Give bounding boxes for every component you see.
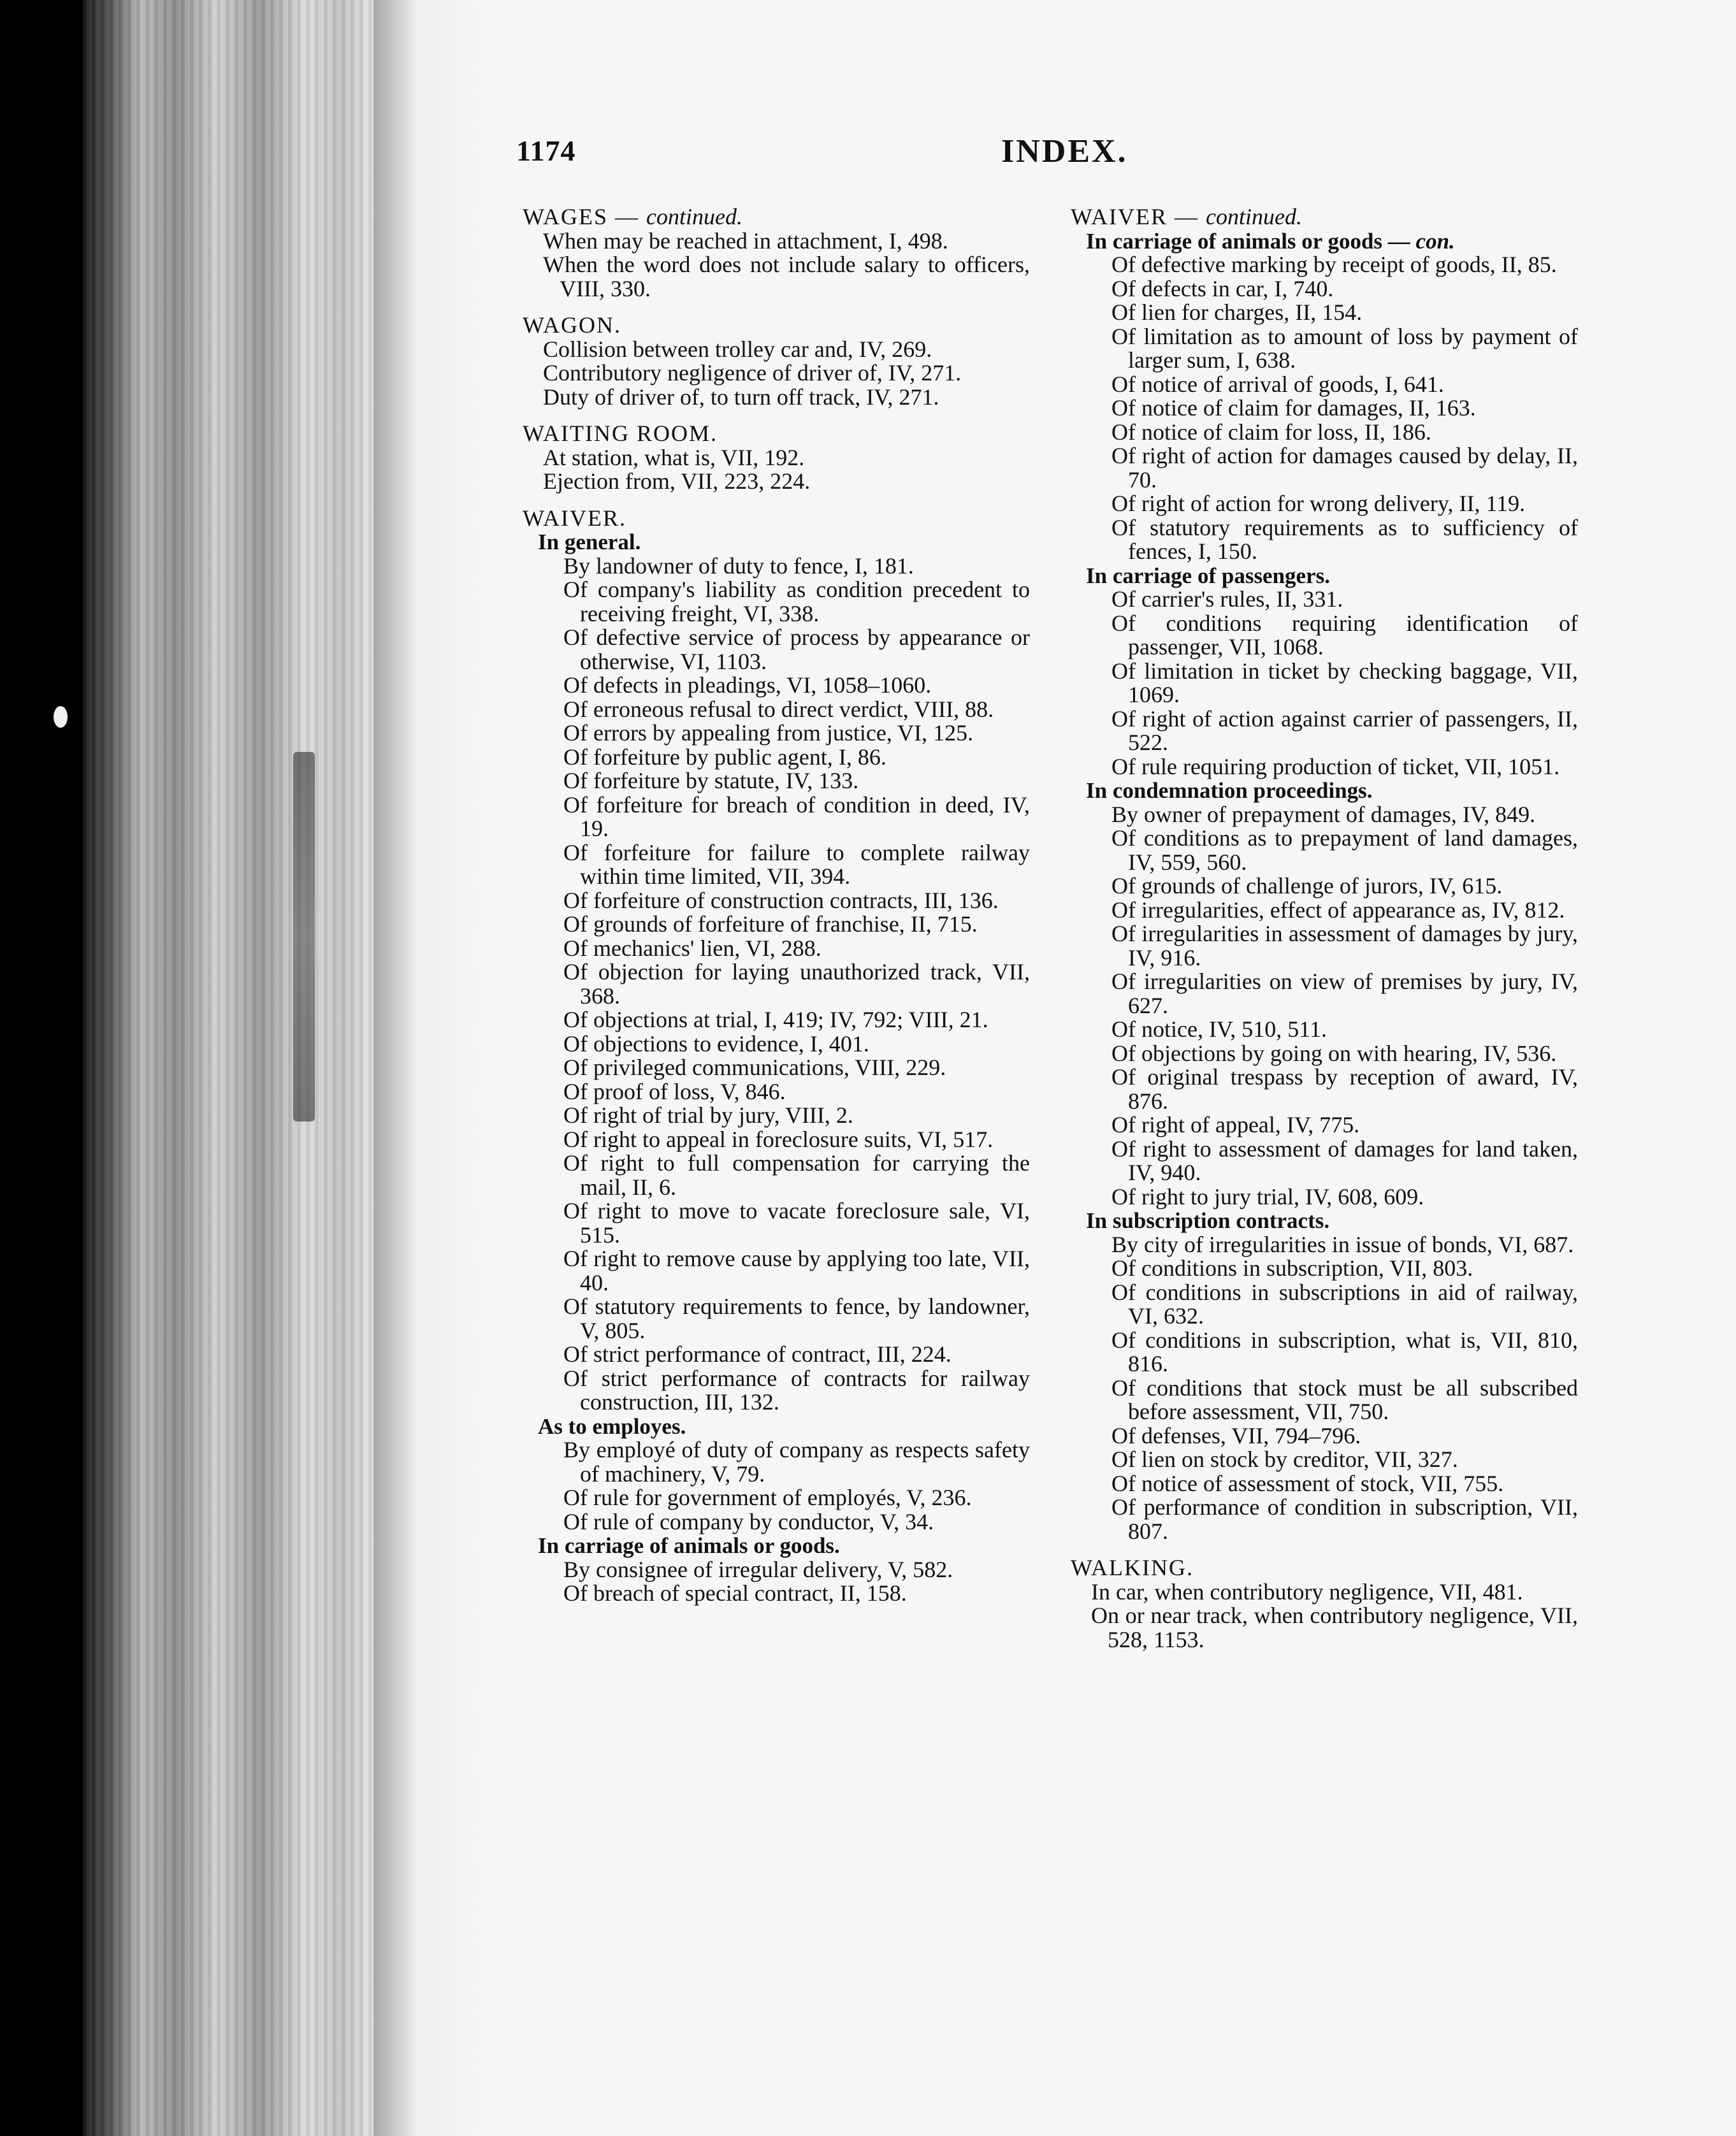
entry-text: Of objections at trial, I, 419; IV, 792; VIII, 21. <box>563 1007 988 1032</box>
index-entry <box>523 1080 1030 1104</box>
entry-text: WALKING. <box>1071 1555 1194 1580</box>
index-entry <box>523 746 1030 770</box>
entry-text: Of statutory requirements to fence, by landowner, V, 805. <box>563 1294 1030 1343</box>
index-subheading <box>1086 229 1578 254</box>
entry-text: Of conditions that stock must be all subscribed before assessment, VII, 750. <box>1111 1375 1578 1424</box>
index-entry <box>523 1199 1030 1247</box>
index-entry <box>1071 1233 1578 1257</box>
continued-label: continued. <box>1205 204 1302 229</box>
entry-gap <box>1071 1543 1578 1556</box>
page-edge-texture <box>83 0 376 2136</box>
index-heading <box>523 422 1030 446</box>
index-entry <box>523 470 1030 494</box>
entry-text: By owner of prepayment of damages, IV, 849. <box>1111 801 1536 827</box>
index-entry <box>1071 1042 1578 1066</box>
index-entry <box>1071 396 1578 421</box>
spine-marking <box>293 752 315 1122</box>
entry-text: In carriage of animals or goods — <box>1086 228 1416 254</box>
index-column-left <box>523 205 1030 1606</box>
index-entry <box>1071 755 1578 779</box>
index-entry <box>1071 660 1578 707</box>
entry-text: In general. <box>538 530 641 554</box>
entry-text: Of performance of condition in subscription, VII, 807. <box>1111 1494 1578 1544</box>
index-entry <box>523 1582 1030 1606</box>
index-subheading <box>1086 564 1578 588</box>
entry-text: Of lien on stock by creditor, VII, 327. <box>1111 1447 1458 1472</box>
entry-text: Collision between trolley car and, IV, 269. <box>543 336 932 362</box>
index-heading <box>523 314 1030 338</box>
index-entry <box>1071 373 1578 397</box>
entry-text: Ejection from, VII, 223, 224. <box>543 468 811 494</box>
index-entry <box>523 338 1030 362</box>
entry-text: Of strict performance of contracts for railway construction, III, 132. <box>563 1365 1030 1415</box>
entry-text: WAGON. <box>523 312 621 338</box>
index-entry <box>1071 301 1578 325</box>
entry-text: In subscription contracts. <box>1086 1208 1330 1233</box>
entry-text: Of conditions in subscriptions in aid of railway, VI, 632. <box>1111 1279 1578 1329</box>
entry-text: Of forfeiture by public agent, I, 86. <box>563 744 886 770</box>
entry-text: Of forfeiture for breach of condition in deed, IV, 19. <box>563 791 1030 841</box>
index-entry <box>523 1151 1030 1199</box>
entry-text: Of right to appeal in foreclosure suits, VI, 517. <box>563 1126 994 1152</box>
entry-text: Of defective marking by receipt of goods, II, 85. <box>1111 252 1557 277</box>
index-entry <box>523 1247 1030 1295</box>
index-entry <box>1071 826 1578 874</box>
index-entry <box>1071 1376 1578 1424</box>
index-entry <box>523 1104 1030 1128</box>
index-entry <box>523 446 1030 470</box>
entry-text: Of right to full compensation for carrying the mail, II, 6. <box>563 1150 1030 1200</box>
entry-text: At station, what is, VII, 192. <box>543 444 805 470</box>
index-entry <box>523 554 1030 579</box>
entry-text: Of defects in pleadings, VI, 1058–1060. <box>563 672 932 698</box>
index-entry <box>523 1367 1030 1415</box>
index-entry <box>523 1056 1030 1080</box>
entry-text: Of objections by going on with hearing, IV, 536. <box>1111 1040 1557 1066</box>
entry-gap <box>523 409 1030 422</box>
index-entry <box>523 386 1030 410</box>
index-entry <box>523 769 1030 793</box>
entry-text: Of right of action for wrong delivery, II, 119. <box>1111 491 1526 516</box>
entry-text: Of right to remove cause by applying too late, VII, 40. <box>563 1246 1030 1295</box>
index-entry <box>1071 1257 1578 1281</box>
entry-text: WAGES — <box>523 204 646 229</box>
entry-text: Of right of action against carrier of passengers, II, 522. <box>1111 705 1578 755</box>
entry-text: Of right of action for damages caused by delay, II, 70. <box>1111 443 1578 493</box>
index-entry <box>523 1343 1030 1367</box>
index-entry <box>523 1486 1030 1510</box>
entry-text: Of conditions as to prepayment of land damages, IV, 559, 560. <box>1111 825 1578 875</box>
entry-text: Of objection for laying unauthorized track, VII, 368. <box>563 959 1030 1009</box>
index-entry <box>523 1128 1030 1152</box>
index-subheading <box>1086 779 1578 803</box>
entry-text: By city of irregularities in issue of bonds, VI, 687. <box>1111 1231 1574 1257</box>
index-entry <box>1071 444 1578 492</box>
entry-text: Of right to jury trial, IV, 608, 609. <box>1111 1183 1424 1209</box>
entry-text: Of proof of loss, V, 846. <box>563 1078 786 1104</box>
entry-text: When may be reached in attachment, I, 498. <box>543 227 948 254</box>
entry-text: Of right of trial by jury, VIII, 2. <box>563 1102 853 1128</box>
entry-text: Of strict performance of contract, III, 224. <box>563 1341 951 1367</box>
entry-text: In carriage of passengers. <box>1086 563 1331 588</box>
entry-text: Of carrier's rules, II, 331. <box>1111 586 1343 612</box>
entry-text: In car, when contributory negligence, VII, 481. <box>1091 1578 1523 1605</box>
index-entry <box>1071 588 1578 612</box>
entry-text: Of defective service of process by appearance or otherwise, VI, 1103. <box>563 624 1030 674</box>
index-entry <box>1071 421 1578 445</box>
entry-text: Of breach of special contract, II, 158. <box>563 1580 907 1606</box>
index-entry <box>1071 492 1578 516</box>
entry-text: As to employes. <box>538 1413 686 1439</box>
entry-text: Of forfeiture for failure to complete railway within time limited, VII, 394. <box>563 839 1030 889</box>
index-entry <box>523 253 1030 301</box>
entry-text: Duty of driver of, to turn off track, IV, 271. <box>543 384 939 410</box>
index-entry <box>523 721 1030 746</box>
index-heading <box>523 507 1030 531</box>
entry-text: WAIVER. <box>523 505 626 531</box>
entry-text: Of rule of company by conductor, V, 34. <box>563 1508 934 1534</box>
index-entry <box>523 1510 1030 1534</box>
index-subheading <box>538 1415 1030 1439</box>
index-heading <box>523 205 1030 229</box>
entry-text: Of irregularities in assessment of damages by jury, IV, 916. <box>1111 921 1578 971</box>
continued-label: con. <box>1415 228 1455 254</box>
entry-text: Of erroneous refusal to direct verdict, VIII, 88. <box>563 696 994 722</box>
entry-text: Of defects in car, I, 740. <box>1111 275 1334 301</box>
entry-text: Of privileged communications, VIII, 229. <box>563 1055 946 1080</box>
entry-text: Of rule for government of employés, V, 236. <box>563 1485 972 1510</box>
entry-text: Of forfeiture of construction contracts, III, 136. <box>563 887 999 913</box>
index-entry <box>523 1008 1030 1032</box>
entry-text: Of company's liability as condition precedent to receiving freight, VI, 338. <box>563 577 1030 626</box>
index-entry <box>523 578 1030 626</box>
index-entry <box>523 1438 1030 1486</box>
index-entry <box>1071 1604 1578 1652</box>
entry-text: WAIVER — <box>1071 204 1206 229</box>
index-entry <box>523 793 1030 841</box>
entry-text: Of errors by appealing from justice, VI, 125. <box>563 720 974 746</box>
index-entry <box>1071 922 1578 970</box>
entry-text: Of right to move to vacate foreclosure sale, VI, 515. <box>563 1198 1030 1248</box>
index-entry <box>1071 612 1578 660</box>
index-entry <box>1071 277 1578 301</box>
entry-text: Of defenses, VII, 794–796. <box>1111 1422 1361 1448</box>
index-column-right <box>1071 205 1578 1652</box>
entry-text: Of forfeiture by statute, IV, 133. <box>563 768 859 793</box>
index-entry <box>1071 1185 1578 1209</box>
index-entry <box>523 1295 1030 1343</box>
book-page-edges <box>83 0 376 2136</box>
index-entry <box>1071 898 1578 923</box>
entry-text: WAITING ROOM. <box>523 421 718 446</box>
index-entry <box>1071 1018 1578 1042</box>
entry-text: Of lien for charges, II, 154. <box>1111 299 1363 325</box>
index-entry <box>1071 1329 1578 1376</box>
entry-text: Of irregularities, effect of appearance as, IV, 812. <box>1111 897 1565 923</box>
entry-text: Of statutory requirements as to sufficiency of fences, I, 150. <box>1111 514 1578 564</box>
entry-text: Of notice of claim for loss, II, 186. <box>1111 419 1431 445</box>
index-subheading <box>1086 1209 1578 1233</box>
entry-text: Of rule requiring production of ticket, VII, 1051. <box>1111 753 1560 779</box>
entry-text: By employé of duty of company as respects safety of machinery, V, 79. <box>563 1437 1030 1487</box>
entry-text: Of objections to evidence, I, 401. <box>563 1030 869 1057</box>
entry-text: Of irregularities on view of premises by jury, IV, 627. <box>1111 969 1578 1018</box>
index-entry <box>1071 970 1578 1018</box>
page-number: 1174 <box>516 134 576 167</box>
entry-text: Of original trespass by reception of award, IV, 876. <box>1111 1064 1578 1114</box>
index-entry <box>1071 1580 1578 1605</box>
entry-text: Of conditions in subscription, VII, 803. <box>1111 1255 1473 1281</box>
entry-text: Of mechanics' lien, VI, 288. <box>563 935 821 961</box>
entry-gap <box>523 494 1030 507</box>
entry-text: In carriage of animals or goods. <box>538 1533 840 1558</box>
index-entry <box>523 698 1030 722</box>
index-entry <box>1071 1424 1578 1448</box>
entry-text: On or near track, when contributory negligence, VII, 528, 1153. <box>1091 1603 1578 1652</box>
entry-text: Of notice of assessment of stock, VII, 755. <box>1111 1470 1504 1496</box>
entry-text: Of notice of claim for damages, II, 163. <box>1111 395 1476 421</box>
index-entry <box>1071 1137 1578 1185</box>
index-entry <box>523 229 1030 254</box>
entry-text: Of right to assessment of damages for land taken, IV, 940. <box>1111 1136 1578 1185</box>
entry-text: Of conditions requiring identification of passenger, VII, 1068. <box>1111 610 1578 660</box>
margin-mark <box>54 706 68 728</box>
index-heading <box>1071 1556 1578 1580</box>
index-entry <box>523 889 1030 913</box>
entry-text: Of limitation as to amount of loss by payment of larger sum, I, 638. <box>1111 323 1578 373</box>
index-entry <box>523 626 1030 674</box>
entry-text: In condemnation proceedings. <box>1086 778 1373 803</box>
running-title: INDEX. <box>1001 133 1128 170</box>
index-entry <box>523 1032 1030 1057</box>
entry-text: Of grounds of challenge of jurors, IV, 615. <box>1111 873 1503 898</box>
index-subheading <box>538 1534 1030 1558</box>
index-entry <box>1071 707 1578 755</box>
index-page <box>373 0 1736 2136</box>
index-entry <box>523 361 1030 386</box>
continued-label: continued. <box>646 204 742 229</box>
index-entry <box>523 674 1030 698</box>
index-entry <box>1071 1472 1578 1496</box>
gutter-shadow <box>373 0 418 2136</box>
index-entry <box>1071 1448 1578 1472</box>
index-entry <box>1071 874 1578 898</box>
index-entry <box>1071 1496 1578 1543</box>
index-entry <box>523 1558 1030 1582</box>
index-entry <box>523 937 1030 961</box>
entry-text: Of conditions in subscription, what is, VII, 810, 816. <box>1111 1327 1578 1376</box>
entry-text: By consignee of irregular delivery, V, 582. <box>563 1556 953 1582</box>
entry-gap <box>523 301 1030 314</box>
index-entry <box>1071 1065 1578 1113</box>
entry-text: Of grounds of forfeiture of franchise, II, 715. <box>563 911 978 937</box>
entry-text: By landowner of duty to fence, I, 181. <box>563 552 914 579</box>
index-heading <box>1071 205 1578 229</box>
index-entry <box>523 841 1030 889</box>
index-entry <box>1071 1281 1578 1329</box>
index-entry <box>1071 325 1578 373</box>
entry-text: Of notice of arrival of goods, I, 641. <box>1111 371 1444 397</box>
entry-text: Of right of appeal, IV, 775. <box>1111 1112 1360 1137</box>
entry-text: Of notice, IV, 510, 511. <box>1111 1016 1327 1042</box>
index-entry <box>523 960 1030 1008</box>
index-entry <box>1071 1113 1578 1137</box>
index-entry <box>1071 516 1578 564</box>
entry-text: Contributory negligence of driver of, IV, 271. <box>543 360 962 386</box>
index-entry <box>1071 803 1578 827</box>
index-subheading <box>538 530 1030 554</box>
index-entry <box>1071 253 1578 277</box>
entry-text: Of limitation in ticket by checking baggage, VII, 1069. <box>1111 658 1578 707</box>
entry-text: When the word does not include salary to officers, VIII, 330. <box>543 252 1030 301</box>
index-entry <box>523 913 1030 937</box>
